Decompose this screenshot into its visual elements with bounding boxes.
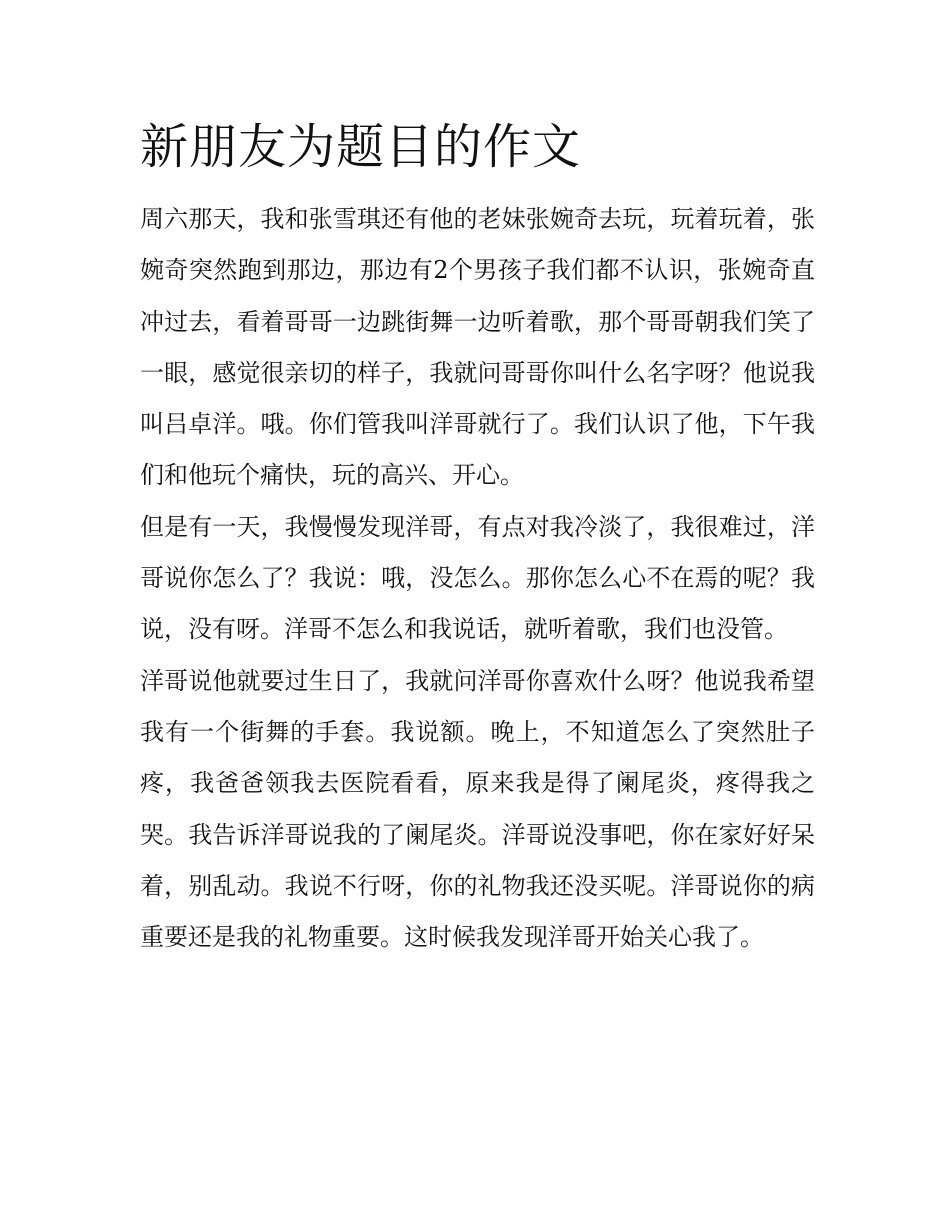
paragraph-2: 但是有一天，我慢慢发现洋哥，有点对我冷淡了，我很难过，洋哥说你怎么了？我说：哦，没怎么。那你怎么心不在焉的呢？我说，没有呀。洋哥不怎么和我说话，就听着歌，我们也没管。 <box>140 512 815 644</box>
paragraph-1: 周六那天，我和张雪琪还有他的老妹张婉奇去玩，玩着玩着，张婉奇突然跑到那边，那边有2个男孩子我们都不认识，张婉奇直冲过去，看着哥哥一边跳街舞一边听着歌，那个哥哥朝我们笑了一眼，感觉很亲切的样子，我就问哥哥你叫什么名字呀？他说我叫吕卓洋。哦。你们管我叫洋哥就行了。我们认识了他，下午我们和他玩个痛快，玩的高兴、开心。 <box>140 205 815 490</box>
document-title: 新朋友为题目的作文 <box>140 119 582 175</box>
paragraph-3: 洋哥说他就要过生日了，我就问洋哥你喜欢什么呀？他说我希望我有一个街舞的手套。我说额。晚上，不知道怎么了突然肚子疼，我爸爸领我去医院看看，原来我是得了阑尾炎，疼得我之哭。我告诉洋哥说我的了阑尾炎。洋哥说没事吧，你在家好好呆着，别乱动。我说不行呀，你的礼物我还没买呢。洋哥说你的病重要还是我的礼物重要。这时候我发现洋哥开始关心我了。 <box>140 666 815 952</box>
document-page <box>140 112 815 963</box>
